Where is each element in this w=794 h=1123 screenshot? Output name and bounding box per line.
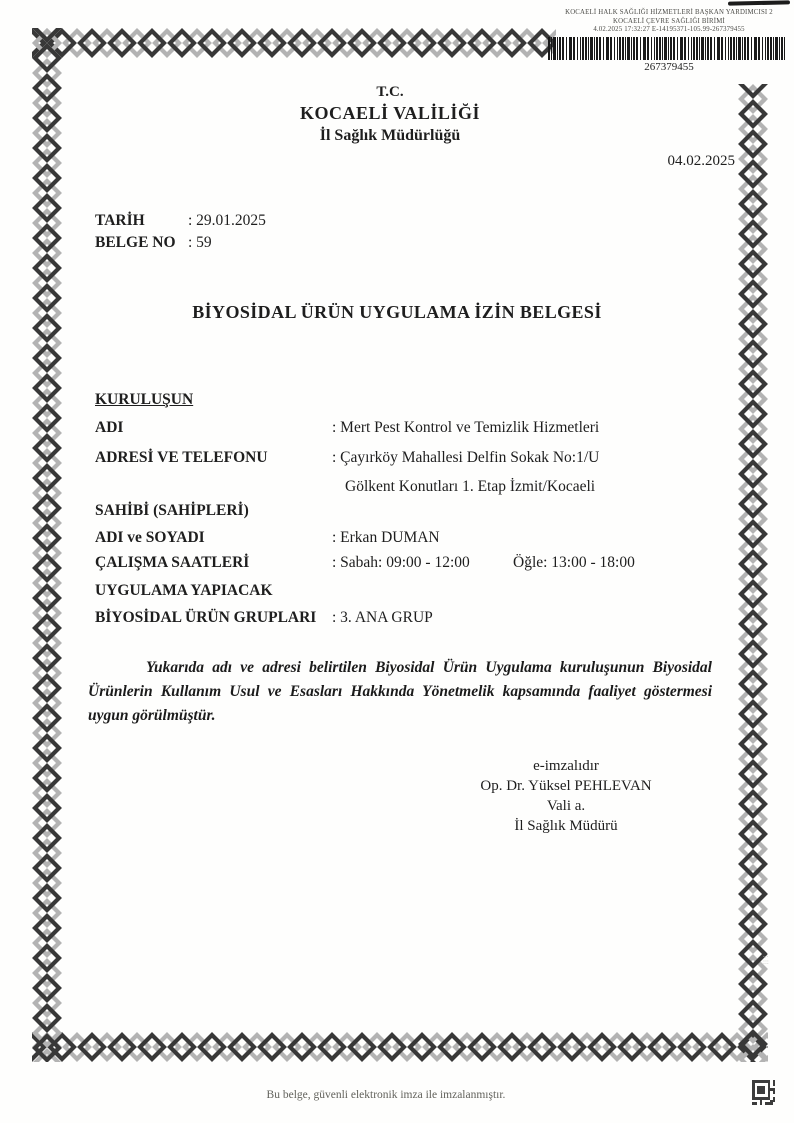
- adi-soyadi-value: : Erkan DUMAN: [332, 529, 440, 546]
- letterhead-directorate: İl Sağlık Müdürlüğü: [319, 127, 461, 144]
- ornamental-border-bottom: [32, 1032, 768, 1062]
- field-adi-soyadi: [95, 529, 735, 547]
- tarih-value: : 29.01.2025: [188, 212, 266, 229]
- esignature-stamp: [548, 9, 790, 73]
- calisma-saatleri-label: ÇALIŞMA SAATLERİ: [95, 554, 250, 571]
- document-title: BİYOSİDAL ÜRÜN UYGULAMA İZİN BELGESİ: [192, 302, 602, 322]
- adres-label: ADRESİ VE TELEFONU: [95, 449, 268, 466]
- ornamental-border-top: [32, 28, 556, 58]
- signature-name: Op. Dr. Yüksel PEHLEVAN: [480, 778, 652, 794]
- document-date: 04.02.2025: [667, 153, 735, 169]
- ornamental-border-right: [738, 84, 768, 1062]
- signature-title: İl Sağlık Müdürü: [514, 818, 618, 834]
- tarih-label: TARİH: [95, 212, 145, 229]
- section-kurulusun: [95, 391, 735, 409]
- urun-gruplari-label: BİYOSİDAL ÜRÜN GRUPLARI: [95, 609, 317, 626]
- adi-value: : Mert Pest Kontrol ve Temizlik Hizmetleri: [332, 419, 600, 436]
- footer-note: Bu belge, güvenli elektronik imza ile imzalanmıştır.: [266, 1089, 506, 1101]
- signature-block: [430, 756, 702, 836]
- stamp-unit-line: KOCAELİ ÇEVRE SAĞLIĞI BİRİMİ: [613, 17, 725, 25]
- section-sahibi: [95, 502, 735, 520]
- meta-row-tarih: [95, 212, 266, 234]
- kurulusun-heading: KURULUŞUN: [95, 391, 194, 408]
- field-urun-gruplari: [95, 609, 735, 627]
- adres-value-line2: Gölkent Konutları 1. Etap İzmit/Kocaeli: [345, 478, 596, 495]
- signature-onbehalf: Vali a.: [546, 798, 586, 814]
- barcode-number: 267379455: [644, 60, 694, 73]
- belge-no-label: BELGE NO: [95, 234, 176, 251]
- sahibi-heading: SAHİBİ (SAHİPLERİ): [95, 502, 249, 519]
- document-meta: [95, 212, 266, 256]
- stamp-reference-line: 4.02.2025 17:32:27 E-14195371-105.99-267379455: [593, 26, 745, 34]
- calisma-ogle-value: Öğle: 13:00 - 18:00: [513, 554, 635, 571]
- belge-no-value: : 59: [188, 234, 212, 251]
- adres-value-line1: : Çayırköy Mahallesi Delfin Sokak No:1/U: [332, 449, 600, 466]
- uygulama-yapiacak-label: UYGULAMA YAPIACAK: [95, 582, 273, 599]
- stamp-office-line: KOCAELİ HALK SAĞLIĞI HİZMETLERİ BAŞKAN YARDIMCISI 2: [565, 9, 773, 16]
- urun-gruplari-value: : 3. ANA GRUP: [332, 609, 433, 626]
- adi-label: ADI: [95, 419, 124, 436]
- letterhead-tc: T.C.: [376, 84, 404, 100]
- scan-artifact-top-right: [728, 0, 790, 5]
- approval-paragraph: Yukarıda adı ve adresi belirtilen Biyosidal Ürün Uygulama kuruluşunun Biyosidal Ürünlerin Kullanım Usul ve Esasları Hakkında Yönetmelik kapsamında faaliyet göstermesi uygun görülmüştür.: [88, 659, 712, 724]
- qr-code: [752, 1080, 775, 1105]
- barcode: [548, 37, 785, 60]
- letterhead: [100, 82, 680, 146]
- meta-row-belge-no: [95, 234, 266, 256]
- adi-soyadi-label: ADI ve SOYADI: [95, 529, 205, 546]
- signature-eimza: e-imzalıdır: [533, 758, 599, 774]
- letterhead-governorship: KOCAELİ VALİLİĞİ: [300, 103, 480, 123]
- field-adi: [95, 419, 735, 437]
- field-adres: [95, 449, 735, 467]
- field-calisma-saatleri: [95, 554, 735, 572]
- calisma-sabah-value: : Sabah: 09:00 - 12:00: [332, 554, 470, 571]
- scan-artifact-right-edge: .,: :::: [763, 952, 769, 966]
- field-uygulama-yapiacak: [95, 582, 735, 600]
- ornamental-border-left: [32, 28, 62, 1062]
